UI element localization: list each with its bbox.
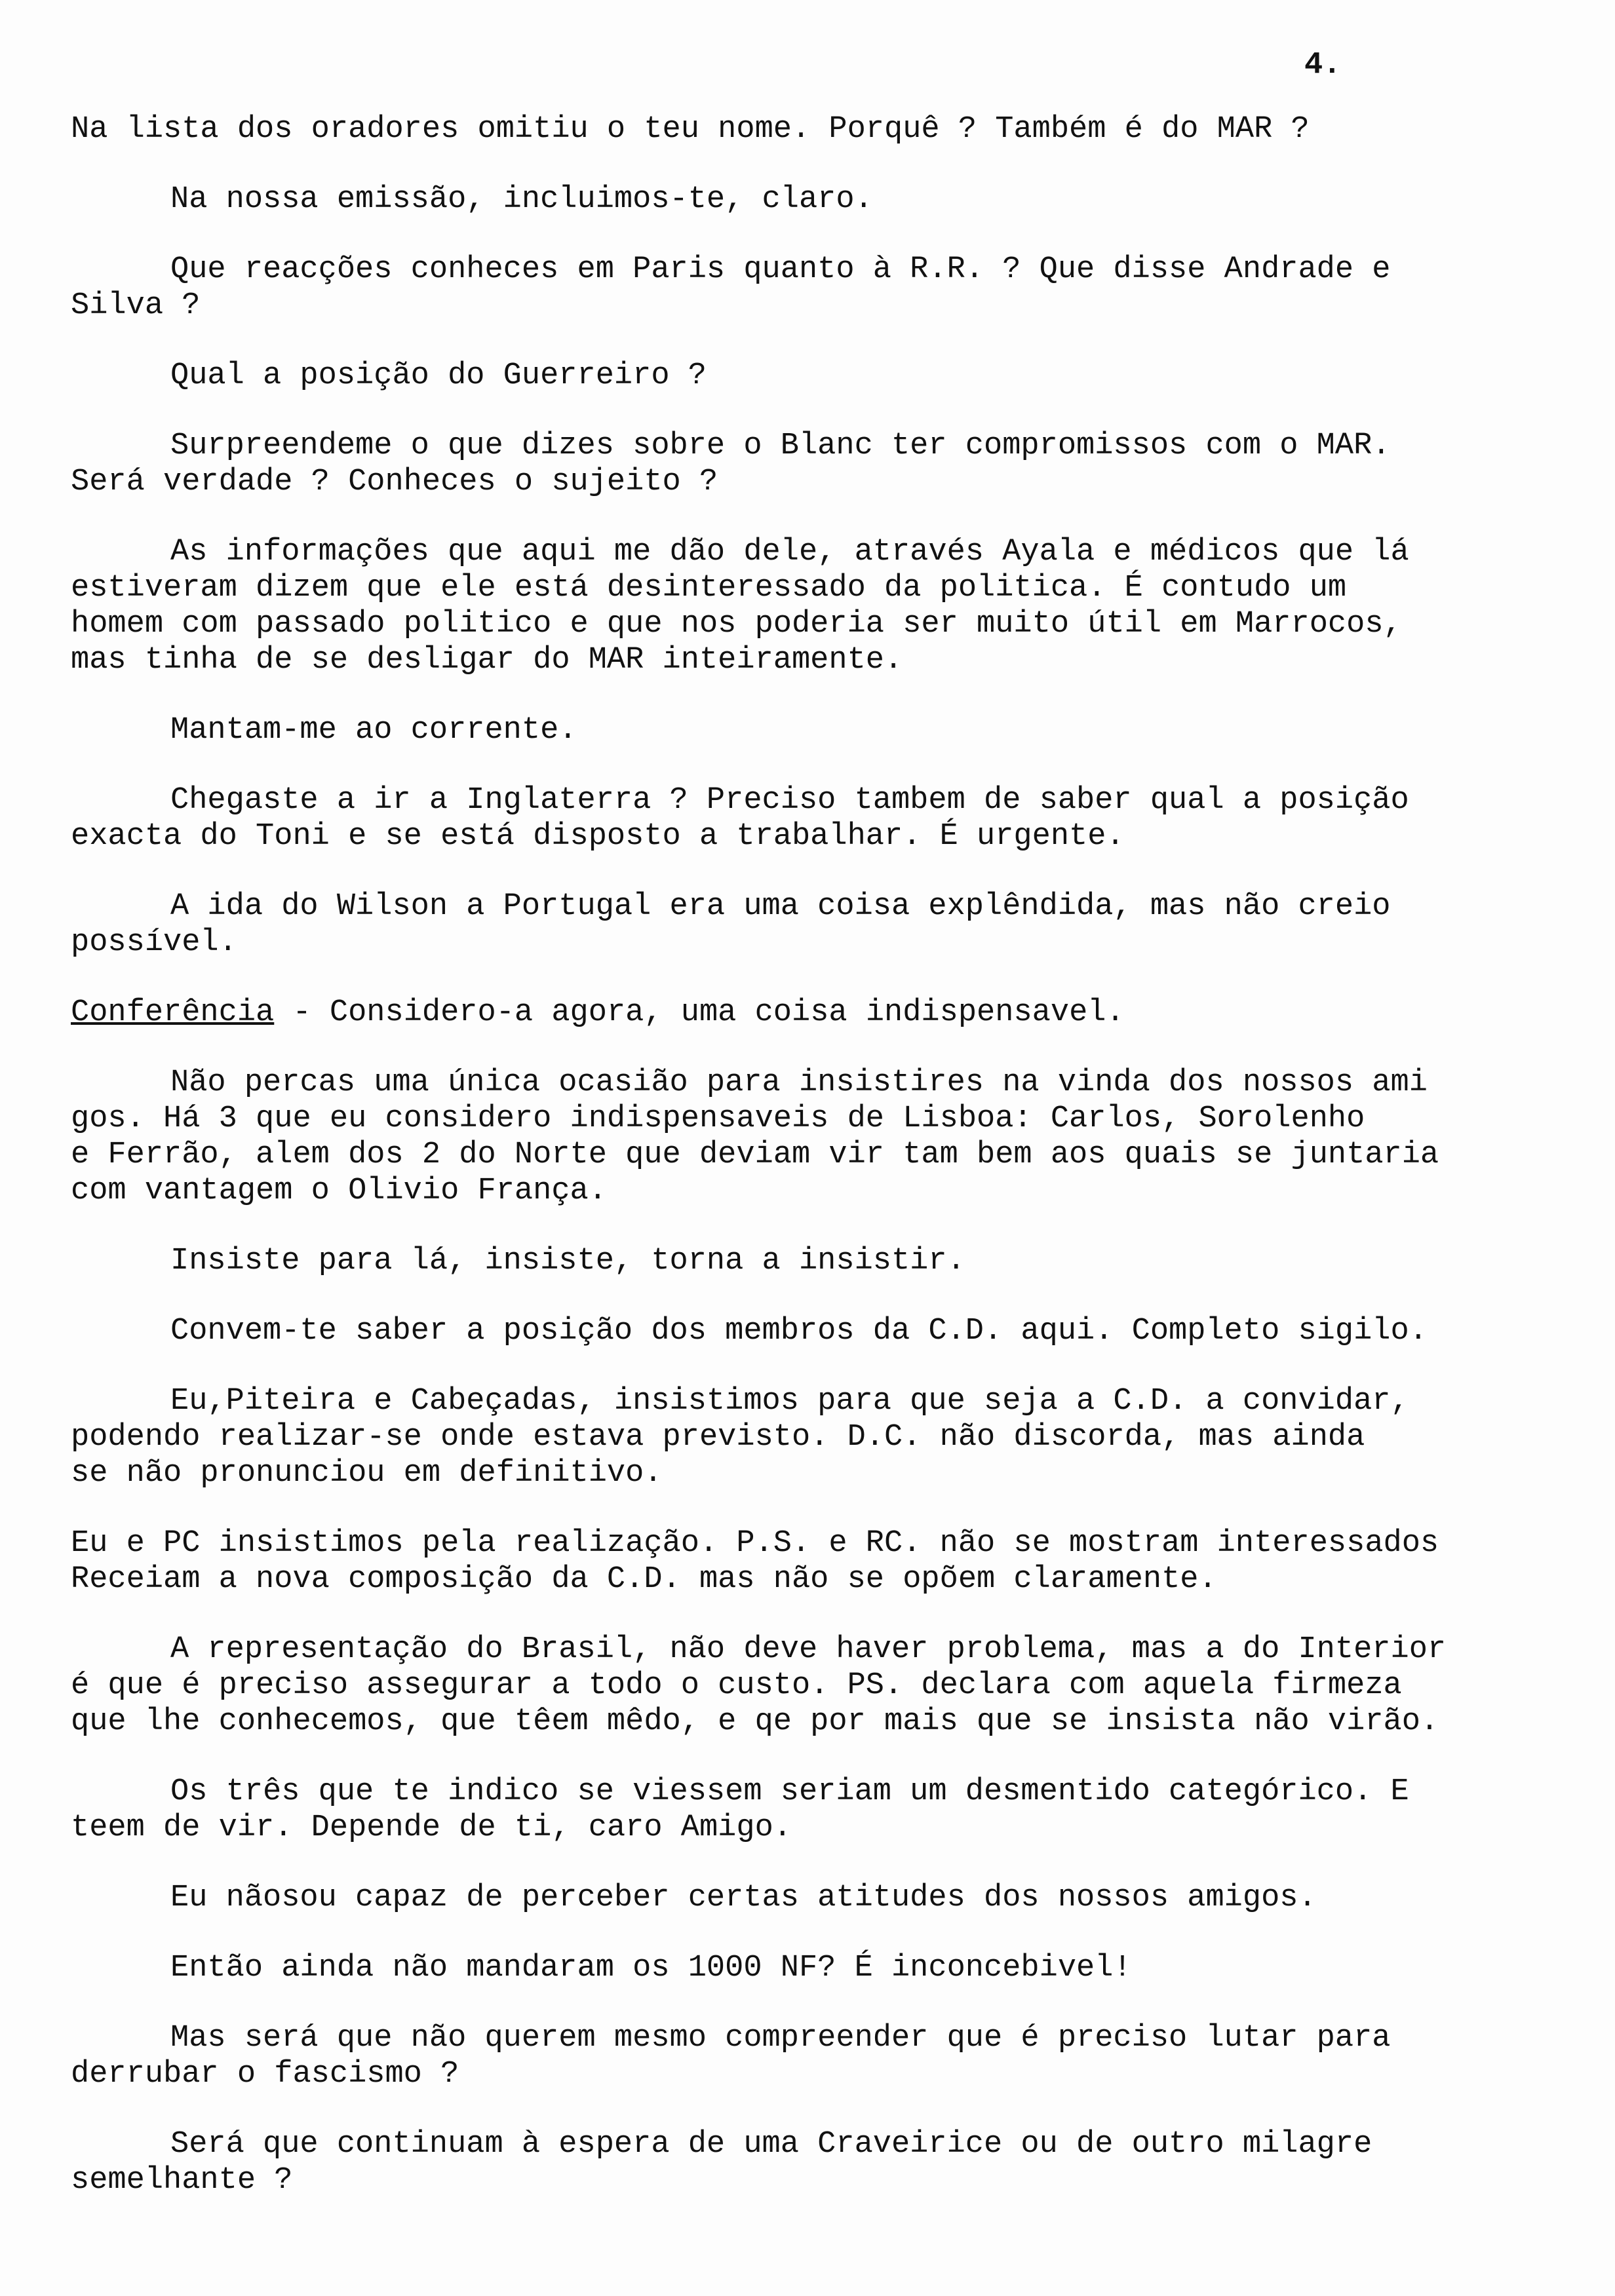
- text-line: [71, 1419, 1526, 1455]
- page-number: 4.: [1304, 48, 1342, 83]
- text-line: [71, 995, 1526, 1031]
- line-text: A ida do Wilson a Portugal era uma coisa explêndida, mas não creio: [170, 889, 1391, 924]
- paragraph: [71, 1065, 1526, 1209]
- paragraph: [71, 782, 1526, 854]
- text-line: [71, 1313, 1526, 1349]
- text-line: [71, 2056, 1526, 2092]
- paragraph: [71, 1950, 1526, 1986]
- paragraph: [71, 2126, 1526, 2198]
- text-line: [71, 1173, 1526, 1209]
- text-line: [71, 1704, 1526, 1740]
- text-line: [71, 1950, 1526, 1986]
- paragraph: [71, 2020, 1526, 2092]
- text-line: [71, 2126, 1526, 2162]
- line-text: e Ferrão, alem dos 2 do Norte que deviam vir tam bem aos quais se juntaria: [71, 1138, 1439, 1172]
- paragraph: [71, 995, 1526, 1031]
- line-text: Será que continuam à espera de uma Craveirice ou de outro milagre: [170, 2127, 1372, 2162]
- line-text: Mantam-me ao corrente.: [170, 713, 577, 748]
- line-text: Mas será que não querem mesmo compreender que é preciso lutar para: [170, 2021, 1391, 2056]
- text-line: [71, 925, 1526, 961]
- paragraph: [71, 1880, 1526, 1916]
- text-line: [71, 782, 1526, 818]
- line-text: Insiste para lá, insiste, torna a insistir.: [170, 1244, 965, 1278]
- text-line: [71, 182, 1526, 218]
- line-text: As informações que aqui me dão dele, através Ayala e médicos que lá: [170, 535, 1409, 569]
- text-line: [71, 1880, 1526, 1916]
- text-line: [71, 1243, 1526, 1279]
- line-text: Não percas uma única ocasião para insistires na vinda dos nossos ami: [170, 1065, 1428, 1100]
- text-line: [71, 252, 1526, 288]
- paragraph: [71, 1243, 1526, 1279]
- line-text: com vantagem o Olivio França.: [71, 1174, 607, 1208]
- text-line: [71, 889, 1526, 925]
- line-text: Qual a posição do Guerreiro ?: [170, 358, 707, 393]
- line-text: homem com passado politico e que nos poderia ser muito útil em Marrocos,: [71, 607, 1402, 641]
- line-text: Os três que te indico se viessem seriam um desmentido categórico. E: [170, 1774, 1409, 1809]
- text-line: [71, 818, 1526, 854]
- paragraph: [71, 712, 1526, 748]
- paragraph: [71, 1313, 1526, 1349]
- line-text: que lhe conhecemos, que têem mêdo, e qe por mais que se insista não virão.: [71, 1704, 1439, 1739]
- paragraph: [71, 1525, 1526, 1598]
- line-text: teem de vir. Depende de ti, caro Amigo.: [71, 1810, 792, 1845]
- line-text: A representação do Brasil, não deve haver problema, mas a do Interior: [170, 1632, 1447, 1667]
- line-text: estiveram dizem que ele está desinteressado da politica. É contudo um: [71, 571, 1347, 605]
- text-line: [71, 2020, 1526, 2056]
- line-text: semelhante ?: [71, 2163, 293, 2198]
- text-line: [71, 606, 1526, 642]
- text-line: [71, 642, 1526, 678]
- paragraph: [71, 111, 1526, 147]
- text-line: [71, 1632, 1526, 1668]
- text-line: [71, 570, 1526, 606]
- text-line: [71, 2162, 1526, 2198]
- text-line: [71, 712, 1526, 748]
- paragraph: [71, 182, 1526, 218]
- section-heading: Conferência: [71, 995, 275, 1030]
- line-text: Surpreendeme o que dizes sobre o Blanc ter compromissos com o MAR.: [170, 429, 1391, 463]
- line-text: Chegaste a ir a Inglaterra ? Preciso tambem de saber qual a posição: [170, 783, 1409, 818]
- line-text: Eu nãosou capaz de perceber certas atitudes dos nossos amigos.: [170, 1881, 1317, 1915]
- line-text: Que reacções conheces em Paris quanto à R.R. ? Que disse Andrade e: [170, 252, 1391, 287]
- text-line: [71, 358, 1526, 394]
- line-text: Então ainda não mandaram os 1000 NF? É inconcebivel!: [170, 1951, 1132, 1985]
- text-line: [71, 1101, 1526, 1137]
- line-text: se não pronunciou em definitivo.: [71, 1456, 663, 1491]
- text-line: [71, 1455, 1526, 1491]
- text-line: [71, 1137, 1526, 1173]
- paragraph: [71, 889, 1526, 961]
- text-line: [71, 1774, 1526, 1810]
- line-text: é que é preciso assegurar a todo o custo. PS. declara com aquela firmeza: [71, 1668, 1402, 1703]
- line-text: derrubar o fascismo ?: [71, 2057, 459, 2092]
- line-text: Será verdade ? Conheces o sujeito ?: [71, 465, 718, 499]
- line-text: Eu e PC insistimos pela realização. P.S. e RC. não se mostram interessados: [71, 1526, 1439, 1561]
- line-text: Silva ?: [71, 288, 201, 323]
- line-text: podendo realizar-se onde estava previsto. D.C. não discorda, mas ainda: [71, 1420, 1365, 1455]
- text-line: [71, 111, 1526, 147]
- paragraph: [71, 1383, 1526, 1491]
- letter-body: [71, 111, 1526, 2232]
- paragraph: [71, 358, 1526, 394]
- text-line: [71, 428, 1526, 464]
- text-line: [71, 464, 1526, 500]
- line-text: - Considero-a agora, uma coisa indispensavel.: [274, 995, 1125, 1030]
- text-line: [71, 1525, 1526, 1561]
- line-text: Convem-te saber a posição dos membros da C.D. aqui. Completo sigilo.: [170, 1314, 1428, 1349]
- text-line: [71, 534, 1526, 570]
- paragraph: [71, 428, 1526, 500]
- line-text: exacta do Toni e se está disposto a trabalhar. É urgente.: [71, 819, 1125, 854]
- line-text: possível.: [71, 925, 237, 960]
- text-line: [71, 1065, 1526, 1101]
- paragraph: [71, 252, 1526, 324]
- line-text: gos. Há 3 que eu considero indispensaveis de Lisboa: Carlos, Sorolenho: [71, 1101, 1365, 1136]
- text-line: [71, 1668, 1526, 1704]
- line-text: mas tinha de se desligar do MAR inteiramente.: [71, 643, 903, 678]
- line-text: Na nossa emissão, incluimos-te, claro.: [170, 182, 873, 217]
- text-line: [71, 1810, 1526, 1846]
- paragraph: [71, 1632, 1526, 1740]
- line-text: Na lista dos oradores omitiu o teu nome. Porquê ? Também é do MAR ?: [71, 112, 1310, 147]
- line-text: Eu,Piteira e Cabeçadas, insistimos para que seja a C.D. a convidar,: [170, 1384, 1409, 1419]
- text-line: [71, 288, 1526, 324]
- paragraph: [71, 534, 1526, 678]
- text-line: [71, 1561, 1526, 1598]
- line-text: Receiam a nova composição da C.D. mas não se opõem claramente.: [71, 1562, 1217, 1597]
- text-line: [71, 1383, 1526, 1419]
- paragraph: [71, 1774, 1526, 1846]
